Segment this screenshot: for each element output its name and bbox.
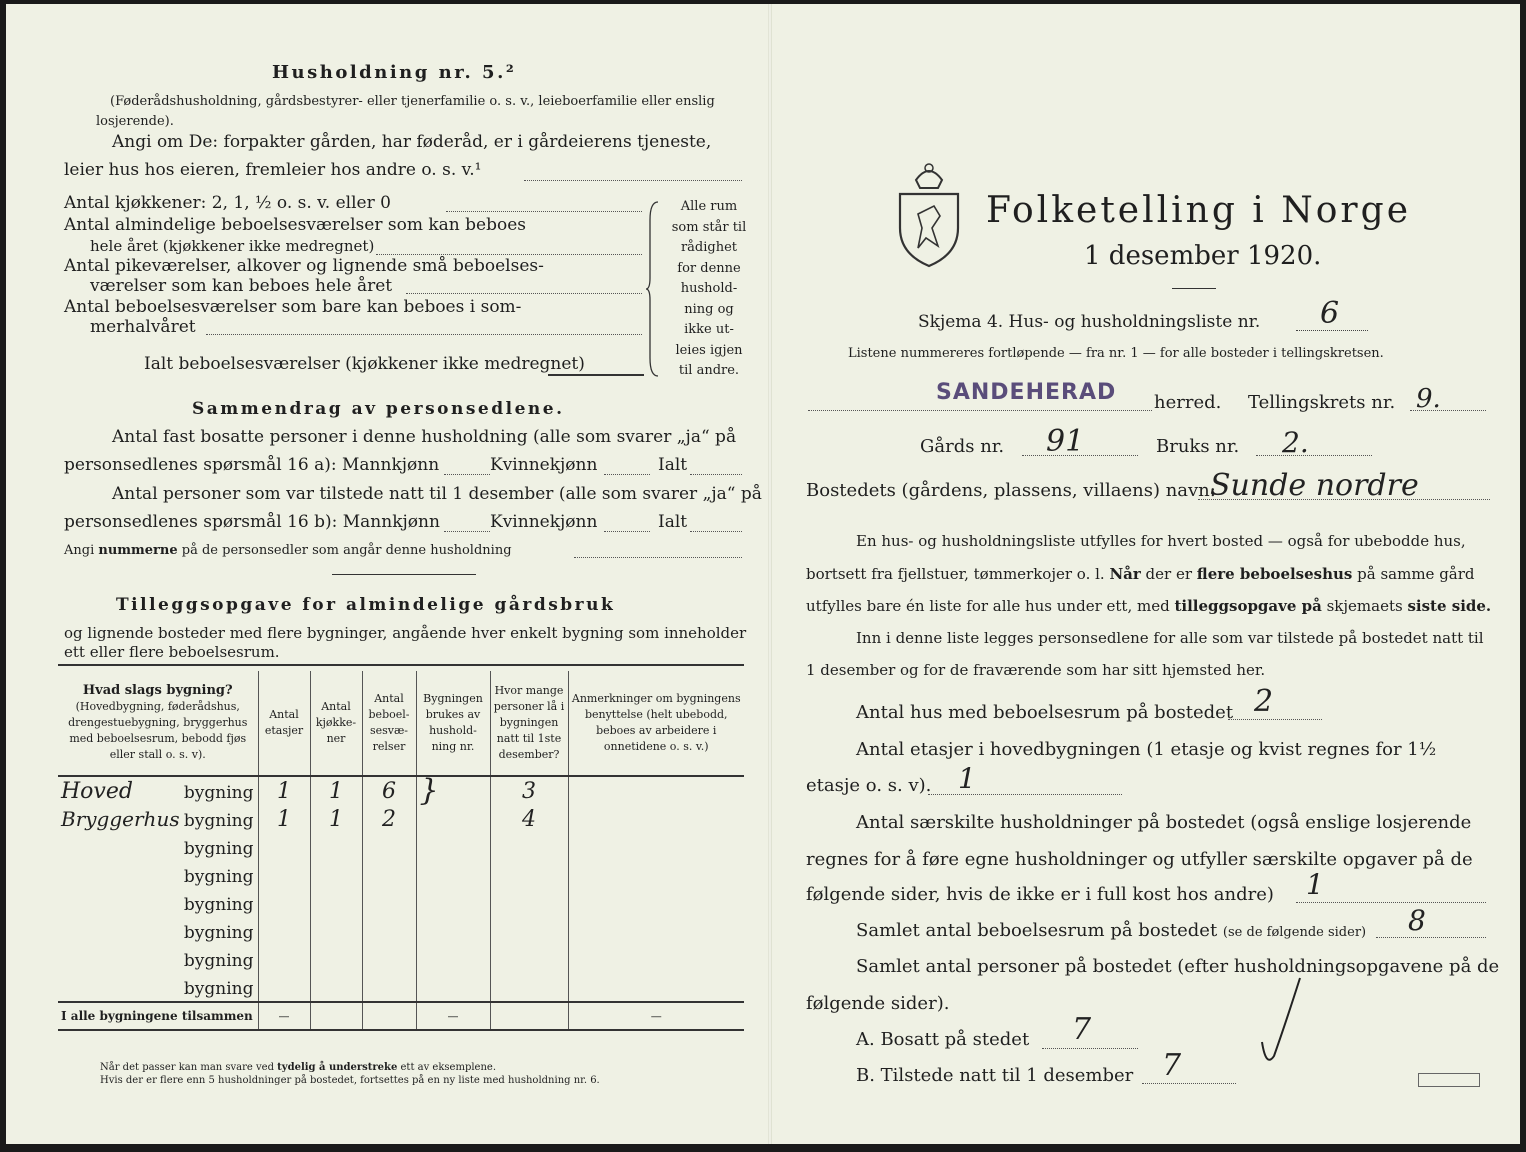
table-row: bygning xyxy=(58,917,744,945)
herred-dots xyxy=(808,410,1152,411)
checkmark-icon xyxy=(1252,972,1312,1072)
hus-val: 2 xyxy=(1254,684,1274,719)
rooms-sommer-2: merhalvåret xyxy=(90,317,196,337)
samlet-pers-line-2: følgende sider). xyxy=(806,993,950,1014)
herred-stamp: SANDEHERAD xyxy=(936,380,1117,405)
footnote-2: Hvis der er flere enn 5 husholdninger på bostedet, fortsettes på en ny liste med husholdning nr. 6. xyxy=(100,1075,600,1086)
tilstede-mann-dots xyxy=(444,531,490,532)
household-intro: (Føderådshusholdning, gårdsbestyrer- eller tjenerfamilie o. s. v., leieboerfamilie eller enslig losjerende). xyxy=(96,94,715,129)
fast-line-1: Antal fast bosatte personer i denne husholdning (alle som svarer „ja“ på xyxy=(112,427,737,447)
bosted-navn: Sunde nordre xyxy=(1210,468,1419,503)
gards-label: Gårds nr. xyxy=(920,436,1005,457)
table-row: bygning xyxy=(58,973,744,1002)
printer-mark xyxy=(1418,1073,1480,1087)
fast-kvinne-dots xyxy=(604,474,650,475)
info-line-2: bortsett fra fjellstuer, tømmerkojer o. l. Når der er flere beboelseshus på samme gård xyxy=(806,565,1475,583)
angi-line-2: leier hus hos eieren, fremleier hos andre o. s. v.¹ xyxy=(64,160,482,180)
krets-nr: 9. xyxy=(1416,384,1441,414)
building-table-header xyxy=(58,671,744,776)
sommer-dots xyxy=(206,334,642,335)
fast-mann-dots xyxy=(444,474,490,475)
info-line-3: utfylles bare én liste for alle hus under ett, med tilleggsopgave på skjemaets siste side. xyxy=(806,597,1492,615)
col-bygning: Hvad slags bygning? (Hovedbygning, føderådshus, drengestuebygning, bryggerhus med beboelsesrum, bebodd fjøs eller stall o. s. v). xyxy=(58,671,258,776)
title-rule xyxy=(1172,288,1216,289)
bruks-label: Bruks nr. xyxy=(1156,436,1240,457)
bosatt-dots xyxy=(1042,1048,1138,1049)
tilstede-line-1: Antal personer som var tilstede natt til 1 desember (alle som svarer „ja“ på xyxy=(112,484,762,504)
skjema-label: Skjema 4. Hus- og husholdningsliste nr. xyxy=(918,312,1261,332)
angi-line-1: Angi om De: forpakter gården, har føderåd, er i gårdeierens tjeneste, xyxy=(112,132,712,152)
fast-line-2c: Ialt xyxy=(658,455,688,475)
angi-nummerne: Angi nummerne på de personsedler som angår denne husholdning xyxy=(64,543,512,558)
brace-note: Alle rum som står til rådighet for denne hushold- ning og ikke ut- leies igjen til andre. xyxy=(671,199,747,378)
col-etasjer: Antal etasjer xyxy=(258,671,310,776)
tilstede-label: B. Tilstede natt til 1 desember xyxy=(856,1065,1134,1086)
info-line-4: Inn i denne liste legges personsedlene for alle som var tilstede på bostedet natt til xyxy=(856,629,1484,647)
sarskilte-line-3: følgende sider, hvis de ikke er i full kost hos andre) xyxy=(806,884,1274,905)
listene-note: Listene nummereres fortløpende — fra nr. 1 — for alle bosteder i tellingskretsen. xyxy=(848,346,1384,361)
tilstede-line-2b: Kvinnekjønn xyxy=(490,512,598,532)
table-row: bygning xyxy=(58,861,744,889)
table-row: bygning xyxy=(58,945,744,973)
col-brukes: Bygningen brukes av hushold-ning nr. xyxy=(416,671,490,776)
skjema-nr: 6 xyxy=(1320,296,1340,331)
herred-label: herred. xyxy=(1154,392,1222,413)
samlet-rum: Samlet antal beboelsesrum på bostedet (se de følgende sider) xyxy=(856,920,1367,941)
angi-answer-line xyxy=(524,180,742,181)
samlet-rum-val: 8 xyxy=(1408,904,1426,937)
census-date: 1 desember 1920. xyxy=(1084,241,1322,271)
tilstede-line-2a: personsedlenes spørsmål 16 b): Mannkjønn xyxy=(64,512,440,532)
samlet-pers-line-1: Samlet antal personer på bostedet (efter husholdningsopgavene på de xyxy=(856,956,1500,977)
household-title: Husholdning nr. 5.² xyxy=(272,62,517,83)
tilstede-dots xyxy=(1142,1083,1236,1084)
etasjer-line-1: Antal etasjer i hovedbygningen (1 etasje og kvist regnes for 1½ xyxy=(856,739,1437,760)
rooms-sommer-1: Antal beboelsesværelser som bare kan beboes i som- xyxy=(64,297,522,317)
rooms-ialt: Ialt beboelsesværelser (kjøkkener ikke medregnet) xyxy=(144,354,585,374)
sarskilte-line-1: Antal særskilte husholdninger på bostedet (også enslige losjerende xyxy=(856,812,1472,833)
col-kjokkener: Antal kjøkke-ner xyxy=(310,671,362,776)
section-divider xyxy=(332,574,476,575)
etasjer-val: 1 xyxy=(958,762,976,795)
info-line-5: 1 desember og for de fraværende som har sitt hjemsted her. xyxy=(806,661,1266,679)
bosted-label: Bostedets (gårdens, plassens, villaens) navn: xyxy=(806,480,1216,501)
hus-dots xyxy=(1228,719,1322,720)
rooms-brace xyxy=(646,200,662,378)
table-row: Bryggerhus bygning 1 1 2 4 xyxy=(58,805,744,833)
bosatt-val: 7 xyxy=(1072,1012,1092,1047)
bruks-nr: 2. xyxy=(1282,426,1309,459)
table-row: bygning xyxy=(58,833,744,861)
table-row: Hoved bygning 1 1 6 } 3 xyxy=(58,776,744,805)
nummerne-dots xyxy=(574,557,742,558)
alm-dots xyxy=(376,254,642,255)
footnote-1: Når det passer kan man svare ved tydelig å understreke ett av eksemplene. xyxy=(100,1062,496,1073)
sarskilte-val: 1 xyxy=(1306,868,1324,901)
col-personer: Hvor mange personer lå i bygningen natt til 1ste desember? xyxy=(490,671,568,776)
bosatt-label: A. Bosatt på stedet xyxy=(856,1029,1030,1050)
table-total-row: I alle bygningene tilsammen — — — xyxy=(58,1002,744,1030)
rooms-alm-1: Antal almindelige beboelsesværelser som kan beboes xyxy=(64,215,526,235)
rooms-alm-2: hele året (kjøkkener ikke medregnet) xyxy=(90,237,375,255)
census-title: Folketelling i Norge xyxy=(986,190,1411,231)
sammendrag-title: Sammendrag av personsedlene. xyxy=(192,399,565,419)
tilstede-val: 7 xyxy=(1162,1048,1182,1083)
fast-line-2a: personsedlenes spørsmål 16 a): Mannkjønn xyxy=(64,455,440,475)
col-anmerkninger: Anmerkninger om bygningens benyttelse (helt ubebodd, beboes av arbeidere i onnetidene o. s. v.) xyxy=(568,671,744,776)
rooms-pike-1: Antal pikeværelser, alkover og lignende små beboelses- xyxy=(64,256,544,276)
fast-line-2b: Kvinnekjønn xyxy=(490,455,598,475)
gards-nr: 91 xyxy=(1046,424,1085,459)
tillegg-title: Tilleggsopgave for almindelige gårdsbruk xyxy=(116,595,616,615)
kjokkener-dots xyxy=(446,211,642,212)
table-row: bygning xyxy=(58,889,744,917)
krets-label: Tellingskrets nr. xyxy=(1248,392,1396,413)
tillegg-line-1: og lignende bosteder med flere bygninger, angående hver enkelt bygning som inneholder xyxy=(64,624,747,642)
table-top-rule xyxy=(58,664,744,666)
tilstede-kvinne-dots xyxy=(604,531,650,532)
samlet-rum-dots xyxy=(1376,937,1486,938)
info-line-1: En hus- og husholdningsliste utfylles for hvert bosted — også for ubebodde hus, xyxy=(856,532,1466,550)
building-table xyxy=(58,671,744,1031)
tilstede-line-2c: Ialt xyxy=(658,512,688,532)
pike-dots xyxy=(406,293,642,294)
sarskilte-line-2: regnes for å føre egne husholdninger og utfyller særskilte opgaver på de xyxy=(806,849,1473,870)
page-fold xyxy=(768,4,772,1144)
fast-ialt-dots xyxy=(690,474,742,475)
rooms-kjokkener: Antal kjøkkener: 2, 1, ½ o. s. v. eller 0 xyxy=(64,193,391,213)
census-sheet xyxy=(6,4,1520,1144)
tilstede-ialt-dots xyxy=(690,531,742,532)
sarskilte-dots xyxy=(1296,902,1486,903)
hus-label: Antal hus med beboelsesrum på bostedet xyxy=(856,702,1234,723)
coat-of-arms-icon xyxy=(894,158,964,270)
ialt-line xyxy=(548,374,644,376)
etasjer-line-2: etasje o. s. v). xyxy=(806,775,932,796)
bruks-dots xyxy=(1256,455,1372,456)
rooms-pike-2: værelser som kan beboes hele året xyxy=(90,276,393,296)
tillegg-line-2: ett eller flere beboelsesrum. xyxy=(64,643,280,661)
col-vaerelser: Antal beboel-sesvæ-relser xyxy=(362,671,416,776)
